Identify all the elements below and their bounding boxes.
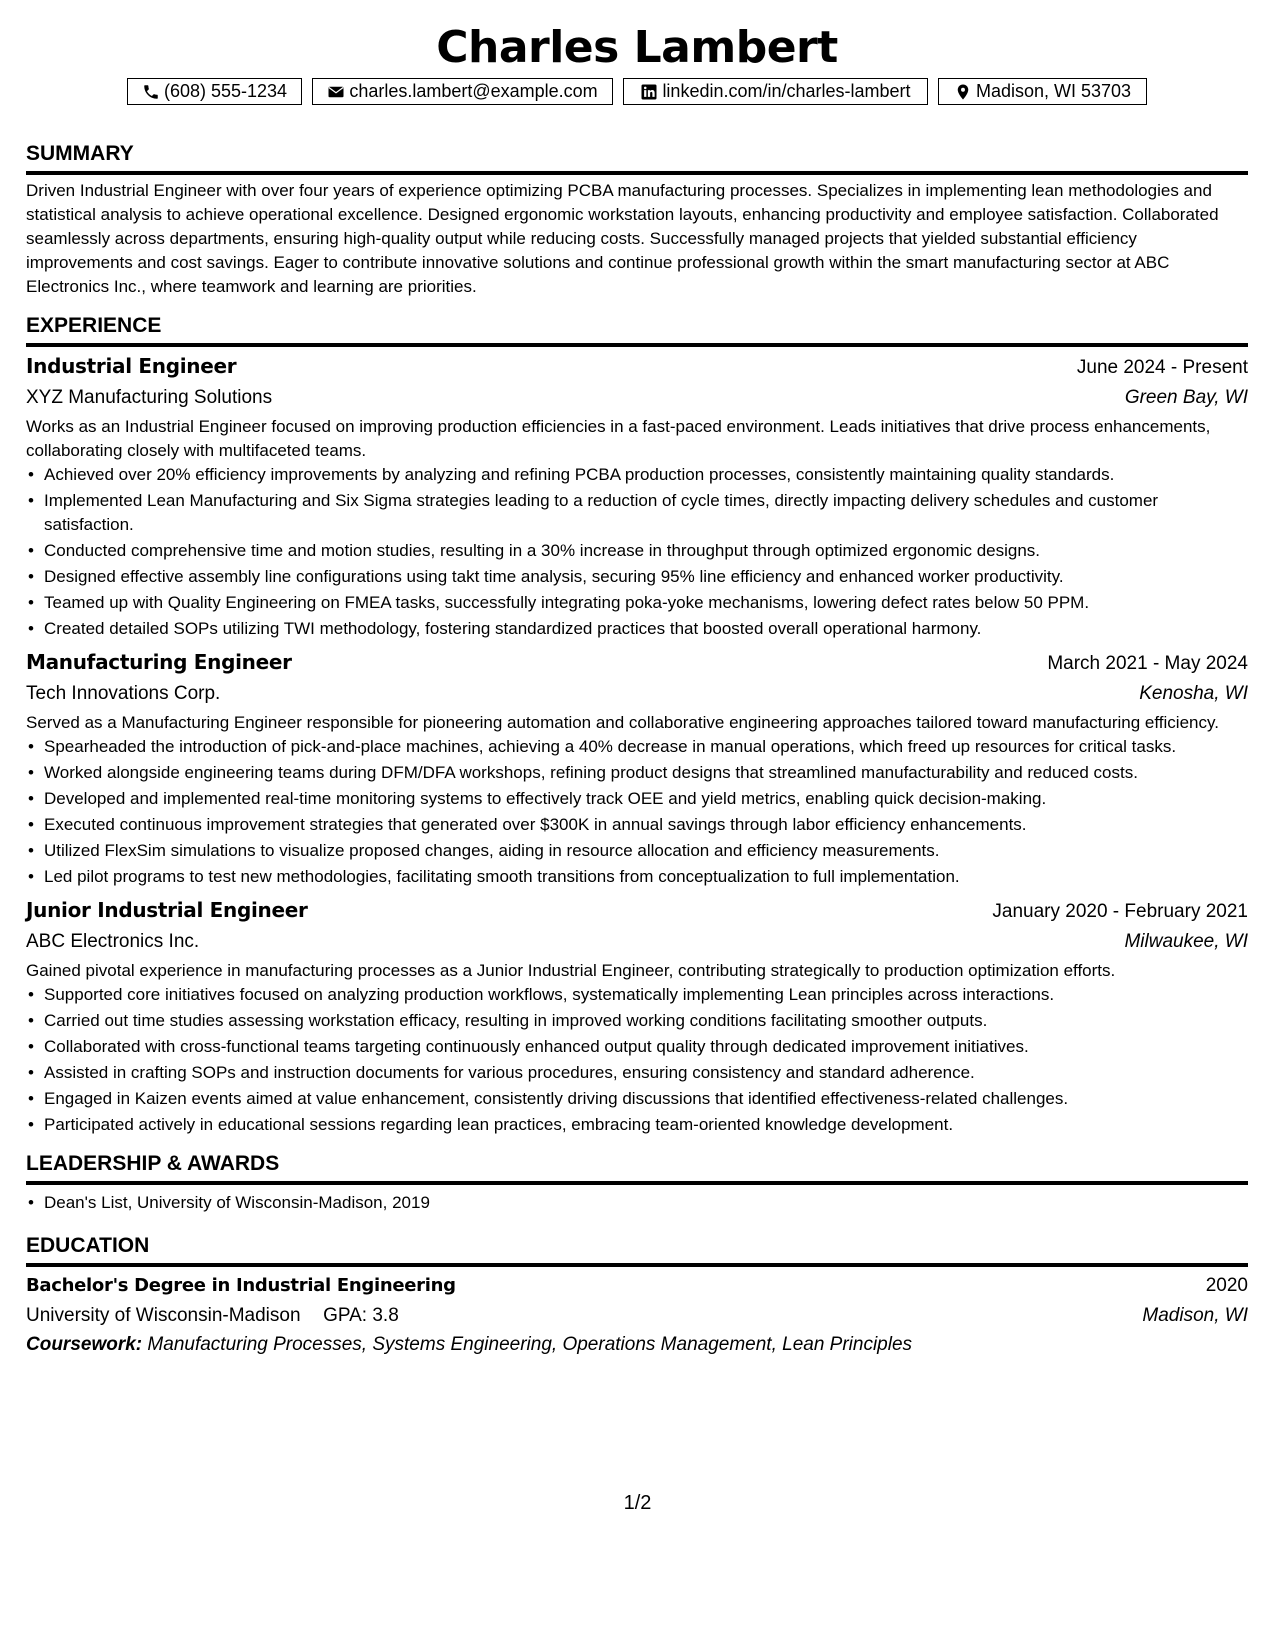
gpa: GPA: 3.8 bbox=[323, 1305, 399, 1326]
section-title-summary: SUMMARY bbox=[26, 141, 1248, 175]
list-item: • Dean's List, University of Wisconsin-Madison, 2019 bbox=[26, 1191, 1248, 1215]
list-item: • Collaborated with cross-functional teams targeting continuously enhanced output quality through dedicated improvement initiatives. bbox=[26, 1035, 1248, 1059]
list-item: • Supported core initiatives focused on analyzing production workflows, systematically implementing Lean principles across interactions. bbox=[26, 983, 1248, 1007]
job-dates: March 2021 - May 2024 bbox=[1047, 653, 1248, 674]
job-location: Kenosha, WI bbox=[1139, 683, 1248, 704]
list-item: • Assisted in crafting SOPs and instruction documents for various procedures, ensuring consistency and standard adherence. bbox=[26, 1061, 1248, 1085]
job-description: Works as an Industrial Engineer focused on improving production efficiencies in a fast-paced environment. Leads initiatives that drive process enhancements, collaborating closely with multifaceted teams. bbox=[26, 417, 1211, 460]
awards-section bbox=[26, 1151, 1248, 1215]
graduation-year: 2020 bbox=[1205, 1275, 1248, 1296]
coursework-label: Coursework: bbox=[26, 1334, 143, 1355]
contact-location bbox=[938, 78, 1147, 105]
job-entry bbox=[26, 647, 1248, 889]
job-location: Milwaukee, WI bbox=[1124, 931, 1248, 952]
job-entry bbox=[26, 351, 1248, 641]
linkedin-icon bbox=[640, 83, 658, 101]
job-description: Gained pivotal experience in manufacturing processes as a Junior Industrial Engineer, contributing strategically to production optimization efforts. bbox=[26, 961, 1116, 980]
contact-bar bbox=[26, 78, 1248, 105]
coursework bbox=[26, 1331, 1248, 1359]
job-title: Manufacturing Engineer bbox=[26, 650, 292, 674]
section-title-education: EDUCATION bbox=[26, 1233, 1248, 1267]
section-title-awards: LEADERSHIP & AWARDS bbox=[26, 1151, 1248, 1185]
section-title-experience: EXPERIENCE bbox=[26, 313, 1248, 347]
list-item: • Engaged in Kaizen events aimed at value enhancement, consistently driving discussions that identified effectiveness-related challenges. bbox=[26, 1087, 1248, 1111]
location-text: Madison, WI 53703 bbox=[975, 81, 1132, 101]
list-item: • Participated actively in educational sessions regarding lean practices, embracing team-oriented knowledge development. bbox=[26, 1113, 1248, 1137]
list-item: • Achieved over 20% efficiency improvements by analyzing and refining PCBA production processes, consistently maintaining quality standards. bbox=[26, 463, 1248, 487]
list-item: • Carried out time studies assessing workstation efficacy, resulting in improved working conditions facilitating smoother outputs. bbox=[26, 1009, 1248, 1033]
job-title: Industrial Engineer bbox=[26, 354, 237, 378]
job-dates: January 2020 - February 2021 bbox=[992, 901, 1248, 922]
summary-section bbox=[26, 141, 1248, 299]
experience-section bbox=[26, 313, 1248, 1137]
list-item: • Conducted comprehensive time and motion studies, resulting in a 30% increase in throughput through optimized ergonomic designs. bbox=[26, 539, 1248, 563]
phone-text: (608) 555-1234 bbox=[163, 81, 288, 101]
job-location: Green Bay, WI bbox=[1124, 387, 1248, 408]
degree-title: Bachelor's Degree in Industrial Engineering bbox=[26, 1275, 456, 1296]
contact-email[interactable] bbox=[312, 78, 613, 105]
job-bullets bbox=[26, 983, 1248, 1137]
envelope-icon bbox=[327, 83, 345, 101]
map-pin-icon bbox=[954, 83, 972, 101]
list-item: • Teamed up with Quality Engineering on FMEA tasks, successfully integrating poka-yoke mechanisms, lowering defect rates below 50 PPM. bbox=[26, 591, 1248, 615]
job-bullets bbox=[26, 463, 1248, 641]
job-description: Served as a Manufacturing Engineer responsible for pioneering automation and collaborative engineering approaches tailored toward manufacturing efficiency. bbox=[26, 713, 1219, 732]
list-item: • Executed continuous improvement strategies that generated over $300K in annual savings through labor efficiency enhancements. bbox=[26, 813, 1248, 837]
email-text: charles.lambert@example.com bbox=[349, 81, 598, 101]
candidate-name: Charles Lambert bbox=[436, 22, 838, 73]
coursework-list: Manufacturing Processes, Systems Engineering, Operations Management, Lean Principles bbox=[147, 1334, 913, 1355]
school-name: University of Wisconsin-Madison bbox=[26, 1305, 301, 1326]
job-company: XYZ Manufacturing Solutions bbox=[26, 387, 273, 408]
job-bullets bbox=[26, 735, 1248, 889]
list-item: • Implemented Lean Manufacturing and Six Sigma strategies leading to a reduction of cycle times, directly impacting delivery schedules and customer satisfaction. bbox=[26, 489, 1248, 537]
linkedin-text: linkedin.com/in/charles-lambert bbox=[662, 81, 911, 101]
contact-linkedin[interactable] bbox=[623, 78, 928, 105]
job-entry bbox=[26, 895, 1248, 1137]
awards-list bbox=[26, 1191, 1248, 1215]
contact-phone[interactable] bbox=[127, 78, 302, 105]
list-item: • Worked alongside engineering teams during DFM/DFA workshops, refining product designs that streamlined manufacturability and reduced costs. bbox=[26, 761, 1248, 785]
job-dates: June 2024 - Present bbox=[1076, 357, 1248, 378]
job-title: Junior Industrial Engineer bbox=[26, 898, 308, 922]
list-item: • Utilized FlexSim simulations to visualize proposed changes, aiding in resource allocation and efficiency measurements. bbox=[26, 839, 1248, 863]
phone-icon bbox=[142, 83, 160, 101]
list-item: • Developed and implemented real-time monitoring systems to effectively track OEE and yield metrics, enabling quick decision-making. bbox=[26, 787, 1248, 811]
resume-page bbox=[26, 22, 1248, 1359]
list-item: • Spearheaded the introduction of pick-and-place machines, achieving a 40% decrease in manual operations, which freed up resources for critical tasks. bbox=[26, 735, 1248, 759]
list-item: • Created detailed SOPs utilizing TWI methodology, fostering standardized practices that boosted overall operational harmony. bbox=[26, 617, 1248, 641]
job-company: Tech Innovations Corp. bbox=[26, 683, 221, 704]
education-section bbox=[26, 1233, 1248, 1359]
list-item: • Led pilot programs to test new methodologies, facilitating smooth transitions from conceptualization to full implementation. bbox=[26, 865, 1248, 889]
school-location: Madison, WI bbox=[1142, 1305, 1248, 1326]
list-item: • Designed effective assembly line configurations using takt time analysis, securing 95% line efficiency and enhanced worker productivity. bbox=[26, 565, 1248, 589]
summary-text: Driven Industrial Engineer with over four years of experience optimizing PCBA manufacturing processes. Specializes in implementing lean methodologies and statistical analysis to achieve operational excellence. Designed ergonomic workstation layouts, enhancing productivity and employee satisfaction. Collaborated seamlessly across departments, ensuring high-quality output while reducing costs. Successfully managed projects that yielded substantial efficiency improvements and cost savings. Eager to contribute innovative solutions and continue professional growth within the smart manufacturing sector at ABC Electronics Inc., where teamwork and learning are priorities. bbox=[26, 181, 1219, 296]
page-number: 1/2 bbox=[623, 1492, 652, 1514]
job-company: ABC Electronics Inc. bbox=[26, 931, 200, 952]
